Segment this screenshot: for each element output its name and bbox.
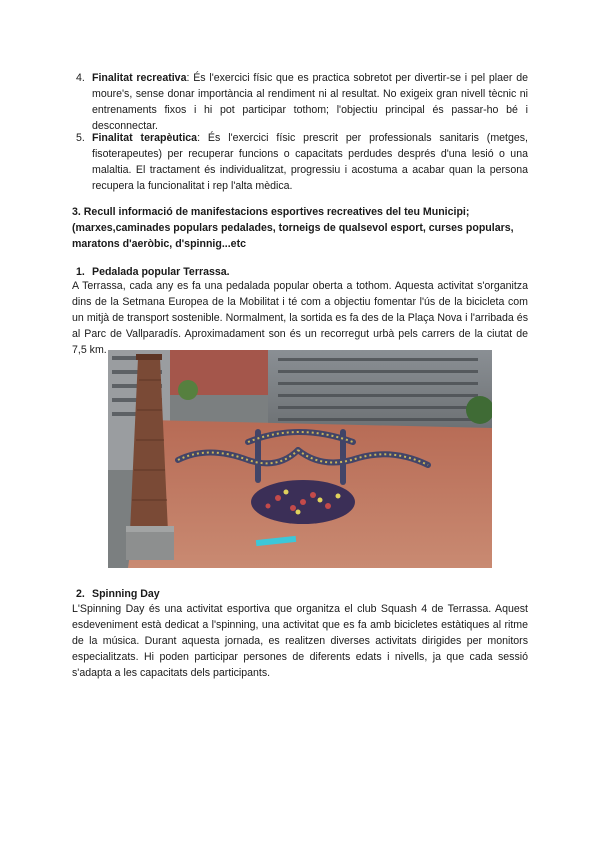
list-description: : És l'exercici físic prescrit per professionals sanitaris (metges, fisoterapeutes) per recuperar funcions o capacitats perdudes després d'una lesió o una malaltia. El tractament és individualitzat, progressiu i acostuma a acabar quan la persona recupera la funcionalitat i rep l'alta mèdica. — [92, 132, 528, 192]
section-title: Pedalada popular Terrassa. — [92, 266, 230, 278]
plaza-cyclists-photo — [108, 350, 492, 568]
section-number: 2. — [76, 588, 85, 600]
list-number: 5. — [76, 132, 85, 144]
list-number: 4. — [76, 72, 85, 84]
section-heading-spinning — [76, 586, 160, 602]
list-description: : És l'exercici físic que es practica sobretot per divertir-se i pel plaer de moure's, sense donar importància al rendiment ni al resultat. No exigeix gran nivell tècnic ni entrenaments fixos i hi pot participar tothom; l'objectiu principal és passar-ho bé i desconnectar. — [92, 72, 528, 132]
question-heading: 3. Recull informació de manifestacions esportives recreatives del teu Municipi; (marxes,caminades populars pedalades, torneigs de qualsevol esport, curses populars, maratons d'aeròbic, d'spinnig...etc — [72, 206, 514, 250]
section-body-spinning: L'Spinning Day és una activitat esportiva que organitza el club Squash 4 de Terrassa. Aquest esdeveniment està dedicat a l'spinning, una activitat que es fa amb bicicletes estàtiques al ritme de la música. Durant aquesta jornada, es realitzen diverses activitats dirigides per monitors especialitzats. Hi poden participar persones de diferents edats i nivells, ja que cada sessió s'adapta a les capacitats dels participants. — [72, 603, 528, 679]
list-term: Finalitat terapèutica — [92, 132, 198, 144]
section-title: Spinning Day — [92, 588, 160, 600]
list-item-terapeutica — [76, 130, 528, 194]
list-term: Finalitat recreativa — [92, 72, 187, 84]
list-item-recreativa — [76, 70, 528, 134]
list-text — [92, 70, 528, 134]
list-text — [92, 130, 528, 194]
section-body-pedalada: A Terrassa, cada any es fa una pedalada popular oberta a tothom. Aquesta activitat s'organitza dins de la Setmana Europea de la Mobilitat i té com a objectiu fomentar l'ús de la bicicleta com un mitjà de transport sostenible. Normalment, la sortida es fa des de la Plaça Nova i l'arribada és al Parc de Vallparadís. Aproximadament son és un recorregut urbà pels carrers de la ciutat de 7,5 km. — [72, 280, 528, 356]
section-number: 1. — [76, 266, 85, 278]
